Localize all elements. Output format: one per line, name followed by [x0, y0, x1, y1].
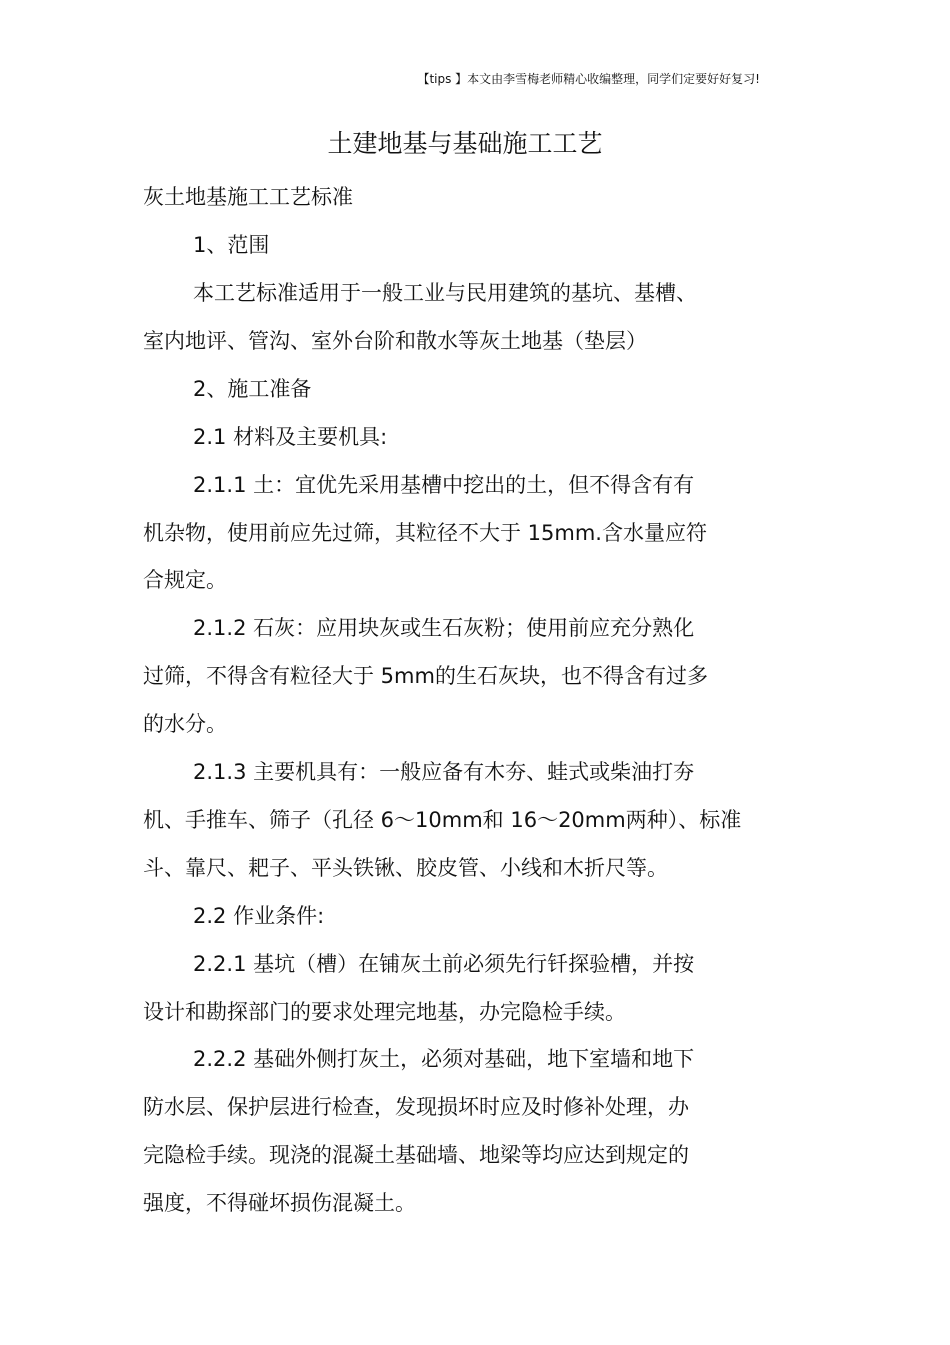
- paragraph-line: 过筛，不得含有粒径大于 5mm的生石灰块，也不得含有过多: [143, 664, 708, 688]
- section-1-heading: 1、范围: [193, 233, 270, 257]
- paragraph-line: 机杂物，使用前应先过筛，其粒径不大于 15mm.含水量应符: [143, 521, 707, 545]
- paragraph-line: 室内地评、管沟、室外台阶和散水等灰土地基（垫层）: [143, 329, 647, 353]
- document-title: 土建地基与基础施工工艺: [327, 129, 603, 158]
- paragraph-line: 2.2.2 基础外侧打灰土，必须对基础，地下室墙和地下: [193, 1047, 695, 1071]
- paragraph-line: 本工艺标准适用于一般工业与民用建筑的基坑、基槽、: [193, 281, 697, 305]
- paragraph-line: 斗、靠尺、耙子、平头铁锹、胶皮管、小线和木折尺等。: [143, 856, 668, 880]
- section-heading: 灰土地基施工工艺标准: [143, 185, 353, 209]
- paragraph-line: 防水层、保护层进行检查，发现损坏时应及时修补处理，办: [143, 1095, 689, 1119]
- paragraph-line: 2.1.1 土：宜优先采用基槽中挖出的土，但不得含有有: [193, 473, 695, 497]
- paragraph-line: 2.1.2 石灰：应用块灰或生石灰粉；使用前应充分熟化: [193, 616, 695, 640]
- paragraph-line: 合规定。: [143, 568, 227, 592]
- paragraph-line: 机、手推车、筛子（孔径 6～10mm和 16～20mm两种）、标准: [143, 808, 742, 832]
- paragraph-line: 完隐检手续。现浇的混凝土基础墙、地梁等均应达到规定的: [143, 1143, 689, 1167]
- subsection-2-1-heading: 2.1 材料及主要机具:: [193, 425, 388, 449]
- section-2-heading: 2、施工准备: [193, 377, 312, 401]
- tips-header: 【tips 】本文由李雪梅老师精心收编整理，同学们定要好好复习!: [417, 72, 760, 86]
- paragraph-line: 2.2.1 基坑（槽）在铺灰土前必须先行钎探验槽，并按: [193, 952, 695, 976]
- paragraph-line: 强度，不得碰坏损伤混凝土。: [143, 1191, 416, 1215]
- paragraph-line: 2.1.3 主要机具有：一般应备有木夯、蛙式或柴油打夯: [193, 760, 695, 784]
- paragraph-line: 的水分。: [143, 712, 227, 736]
- subsection-2-2-heading: 2.2 作业条件:: [193, 904, 325, 928]
- paragraph-line: 设计和勘探部门的要求处理完地基，办完隐检手续。: [143, 1000, 626, 1024]
